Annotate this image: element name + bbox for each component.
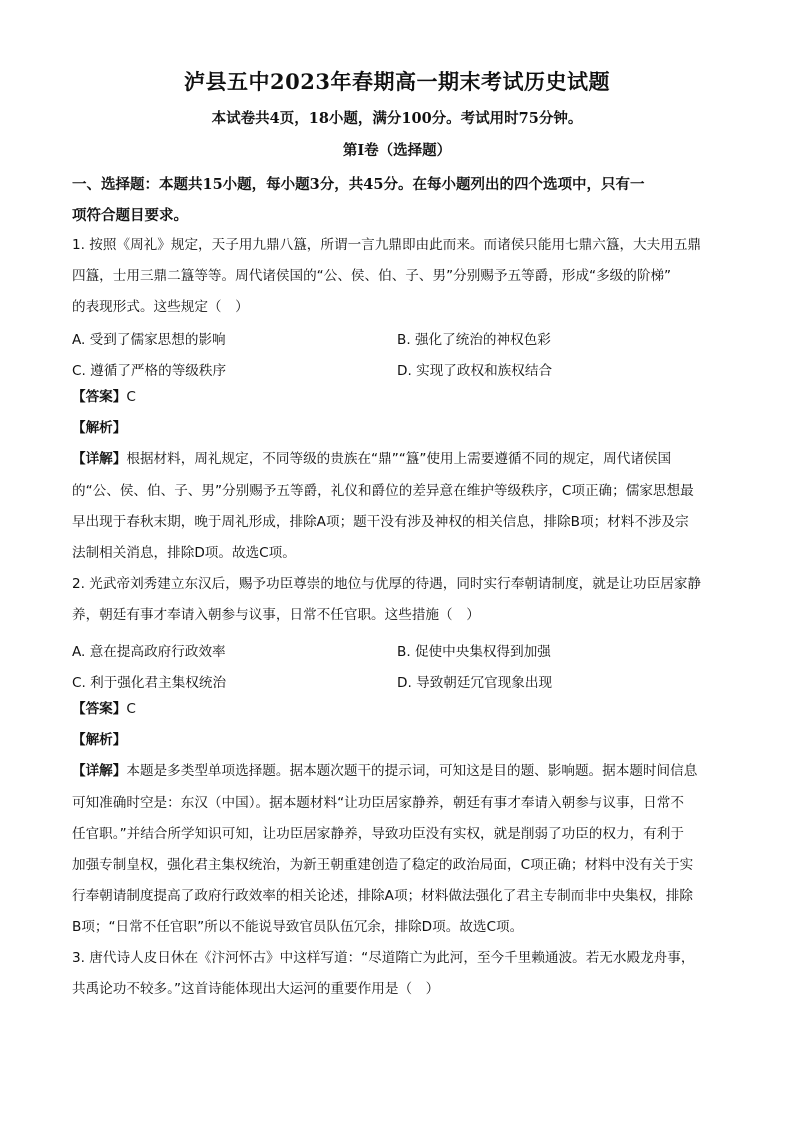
detail-text: 行奉朝请制度提高了政府行政效率的相关论述，排除A项；材料做法强化了君主专制而非中央集权，排除	[72, 888, 694, 905]
question-1-option-b: B. 强化了统治的神权色彩	[397, 332, 551, 348]
answer-tag: 【答案】	[72, 701, 127, 717]
question-1-option-c: C. 遵循了严格的等级秩序	[72, 363, 227, 379]
analysis-tag: 【解析】	[72, 732, 127, 749]
detail-text: 根据材料，周礼规定，不同等级的贵族在“鼎”“簋”使用上需要遵循不同的规定，周代诸侯国	[126, 451, 672, 468]
answer-tag: 【答案】	[72, 389, 127, 405]
question-1-option-d: D. 实现了政权和族权结合	[397, 363, 553, 379]
question-line: 3. 唐代诗人皮日休在《汴河怀古》中这样写道：“尽道隋亡为此河，至今千里赖通波。若无水殿龙舟事，	[72, 950, 695, 966]
detail-text: 本题是多类型单项选择题。据本题次题干的提示词，可知这是目的题、影响题。据本题时间信息	[126, 763, 698, 780]
detail-tag: 【详解】	[72, 763, 127, 780]
volume-heading: 第I卷（选择题）	[342, 142, 452, 159]
question-2-answer	[72, 694, 728, 944]
detail-text: 加强专制皇权，强化君主集权统治，为新王朝重建创造了稳定的政治局面，C项正确；材料中没有关于实	[72, 856, 694, 873]
detail-tag: 【详解】	[72, 451, 127, 468]
exam-subtitle: 本试卷共4页，18小题，满分100分。考试用时75分钟。	[211, 110, 583, 127]
question-line: 2. 光武帝刘秀建立东汉后，赐予功臣尊崇的地位与优厚的待遇，同时实行奉朝请制度，就是让功臣居家静	[72, 576, 702, 592]
question-2-option-b: B. 促使中央集权得到加强	[397, 644, 551, 660]
section-heading-line: 项符合题目要求。	[72, 207, 188, 225]
question-2-option-d: D. 导致朝廷冗官现象出现	[397, 675, 553, 691]
question-2-option-a: A. 意在提高政府行政效率	[72, 644, 226, 660]
question-3-stem	[72, 943, 728, 1005]
question-1-option-a: A. 受到了儒家思想的影响	[72, 332, 226, 348]
detail-text: 可知准确时空是：东汉（中国）。据本题材料“让功臣居家静养，朝廷有事才奉请入朝参与议事，日常不	[72, 794, 684, 811]
analysis-tag: 【解析】	[72, 420, 127, 437]
answer-value: C	[126, 701, 136, 717]
question-2-option-c: C. 利于强化君主集权统治	[72, 675, 227, 691]
question-1-answer	[72, 382, 728, 569]
detail-text: 早出现于春秋末期，晚于周礼形成，排除A项；题干没有涉及神权的相关信息，排除B项；材料不涉及宗	[72, 513, 689, 530]
question-line: 共禹论功不较多。”这首诗能体现出大运河的重要作用是（ ）	[72, 981, 440, 998]
detail-text: 法制相关消息，排除D项。故选C项。	[72, 544, 296, 561]
question-line: 养，朝廷有事才奉请入朝参与议事，日常不任官职。这些措施（ ）	[72, 607, 480, 624]
detail-text: 的“公、侯、伯、子、男”分别赐予五等爵，礼仪和爵位的差异意在维护等级秩序，C项正确；儒家思想最	[72, 482, 694, 499]
answer-value: C	[126, 389, 136, 405]
section-heading	[72, 169, 728, 231]
question-1-stem	[72, 230, 728, 324]
question-line: 1. 按照《周礼》规定，天子用九鼎八簋，所谓一言九鼎即由此而来。而诸侯只能用七鼎六簋，大夫用五鼎	[72, 237, 702, 253]
section-heading-line: 一、选择题：本题共15小题，每小题3分，共45分。在每小题列出的四个选项中，只有一	[72, 176, 645, 193]
question-line: 四簋，士用三鼎二簋等等。周代诸侯国的“公、侯、伯、子、男”分别赐予五等爵，形成“多级的阶梯”	[72, 268, 672, 285]
exam-title: 泸县五中2023年春期高一期末考试历史试题	[184, 69, 610, 94]
detail-text: 任官职。”并结合所学知识可知，让功臣居家静养，导致功臣没有实权，就是削弱了功臣的权力，有利于	[72, 825, 684, 842]
question-2-stem	[72, 569, 728, 631]
question-line: 的表现形式。这些规定（ ）	[72, 299, 249, 316]
detail-text: B项；“日常不任官职”所以不能说导致官员队伍冗余，排除D项。故选C项。	[72, 919, 524, 936]
